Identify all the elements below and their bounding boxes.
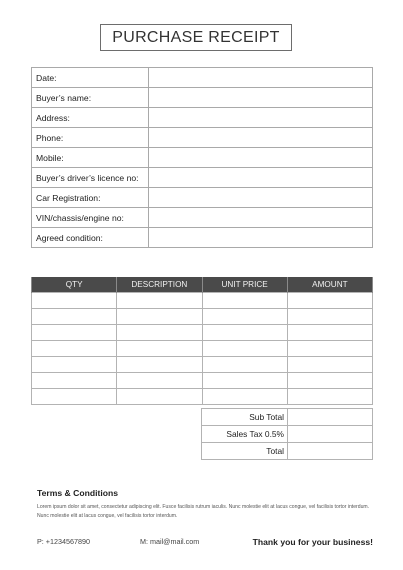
subtotal-label: Sub Total <box>202 409 288 426</box>
qty-cell[interactable] <box>32 325 117 341</box>
unit-price-cell[interactable] <box>202 389 287 405</box>
amount-cell[interactable] <box>287 373 372 389</box>
terms-body: Lorem ipsum dolor sit amet, consectetur adipiscing elit. Fusce facilisis rutrum iaculis. Nunc molestie elit at lacus congue, vel facilisis tortor interdum. Nunc molestie elit at lacus congue, vel facilisis tortor interdum. <box>37 504 370 519</box>
column-header-unit-price: UNIT PRICE <box>202 277 287 293</box>
info-value-field[interactable] <box>149 128 373 148</box>
info-row-vin <box>32 208 373 228</box>
qty-cell[interactable] <box>32 373 117 389</box>
table-row <box>32 389 373 405</box>
unit-price-cell[interactable] <box>202 357 287 373</box>
unit-price-cell[interactable] <box>202 341 287 357</box>
info-value-field[interactable] <box>149 228 373 248</box>
sales-tax-label: Sales Tax 0.5% <box>202 426 288 443</box>
qty-cell[interactable] <box>32 293 117 309</box>
column-header-qty: QTY <box>32 277 117 293</box>
total-label: Total <box>202 443 288 460</box>
info-label: Phone: <box>32 128 149 148</box>
qty-cell[interactable] <box>32 341 117 357</box>
description-cell[interactable] <box>117 309 202 325</box>
info-label: Buyer’s name: <box>32 88 149 108</box>
info-value-field[interactable] <box>149 168 373 188</box>
description-cell[interactable] <box>117 357 202 373</box>
description-cell[interactable] <box>117 325 202 341</box>
info-row-date <box>32 68 373 88</box>
subtotal-value[interactable] <box>288 409 373 426</box>
description-cell[interactable] <box>117 341 202 357</box>
info-label: Car Registration: <box>32 188 149 208</box>
info-label: Mobile: <box>32 148 149 168</box>
info-label: Address: <box>32 108 149 128</box>
amount-cell[interactable] <box>287 325 372 341</box>
amount-cell[interactable] <box>287 341 372 357</box>
qty-cell[interactable] <box>32 389 117 405</box>
terms-heading: Terms & Conditions <box>37 488 119 498</box>
unit-price-cell[interactable] <box>202 373 287 389</box>
totals-row-total <box>202 443 373 460</box>
table-row <box>32 373 373 389</box>
unit-price-cell[interactable] <box>202 293 287 309</box>
total-value[interactable] <box>288 443 373 460</box>
info-row-address <box>32 108 373 128</box>
table-row <box>32 309 373 325</box>
totals-row-sales-tax <box>202 426 373 443</box>
totals-row-subtotal <box>202 409 373 426</box>
amount-cell[interactable] <box>287 357 372 373</box>
footer-email: M: mail@mail.com <box>140 537 200 546</box>
unit-price-cell[interactable] <box>202 309 287 325</box>
info-value-field[interactable] <box>149 88 373 108</box>
info-row-registration <box>32 188 373 208</box>
info-row-condition <box>32 228 373 248</box>
amount-cell[interactable] <box>287 293 372 309</box>
footer-phone: P: +1234567890 <box>37 537 90 546</box>
column-header-description: DESCRIPTION <box>117 277 202 293</box>
column-header-amount: AMOUNT <box>287 277 372 293</box>
info-value-field[interactable] <box>149 208 373 228</box>
description-cell[interactable] <box>117 293 202 309</box>
info-label: Buyer’s driver’s licence no: <box>32 168 149 188</box>
table-row <box>32 357 373 373</box>
amount-cell[interactable] <box>287 309 372 325</box>
description-cell[interactable] <box>117 373 202 389</box>
info-row-phone <box>32 128 373 148</box>
info-value-field[interactable] <box>149 148 373 168</box>
table-row <box>32 341 373 357</box>
totals-table <box>201 408 373 460</box>
info-row-mobile <box>32 148 373 168</box>
info-value-field[interactable] <box>149 68 373 88</box>
qty-cell[interactable] <box>32 357 117 373</box>
thank-you-note: Thank you for your business! <box>252 537 373 547</box>
receipt-title: PURCHASE RECEIPT <box>100 24 292 51</box>
table-row <box>32 325 373 341</box>
amount-cell[interactable] <box>287 389 372 405</box>
sales-tax-value[interactable] <box>288 426 373 443</box>
info-row-buyer-name <box>32 88 373 108</box>
table-row <box>32 293 373 309</box>
info-label: VIN/chassis/engine no: <box>32 208 149 228</box>
info-label: Date: <box>32 68 149 88</box>
info-label: Agreed condition: <box>32 228 149 248</box>
info-row-licence <box>32 168 373 188</box>
qty-cell[interactable] <box>32 309 117 325</box>
info-value-field[interactable] <box>149 188 373 208</box>
buyer-info-table <box>31 67 373 248</box>
items-header-row <box>32 277 373 293</box>
info-value-field[interactable] <box>149 108 373 128</box>
description-cell[interactable] <box>117 389 202 405</box>
items-table <box>31 277 373 405</box>
unit-price-cell[interactable] <box>202 325 287 341</box>
